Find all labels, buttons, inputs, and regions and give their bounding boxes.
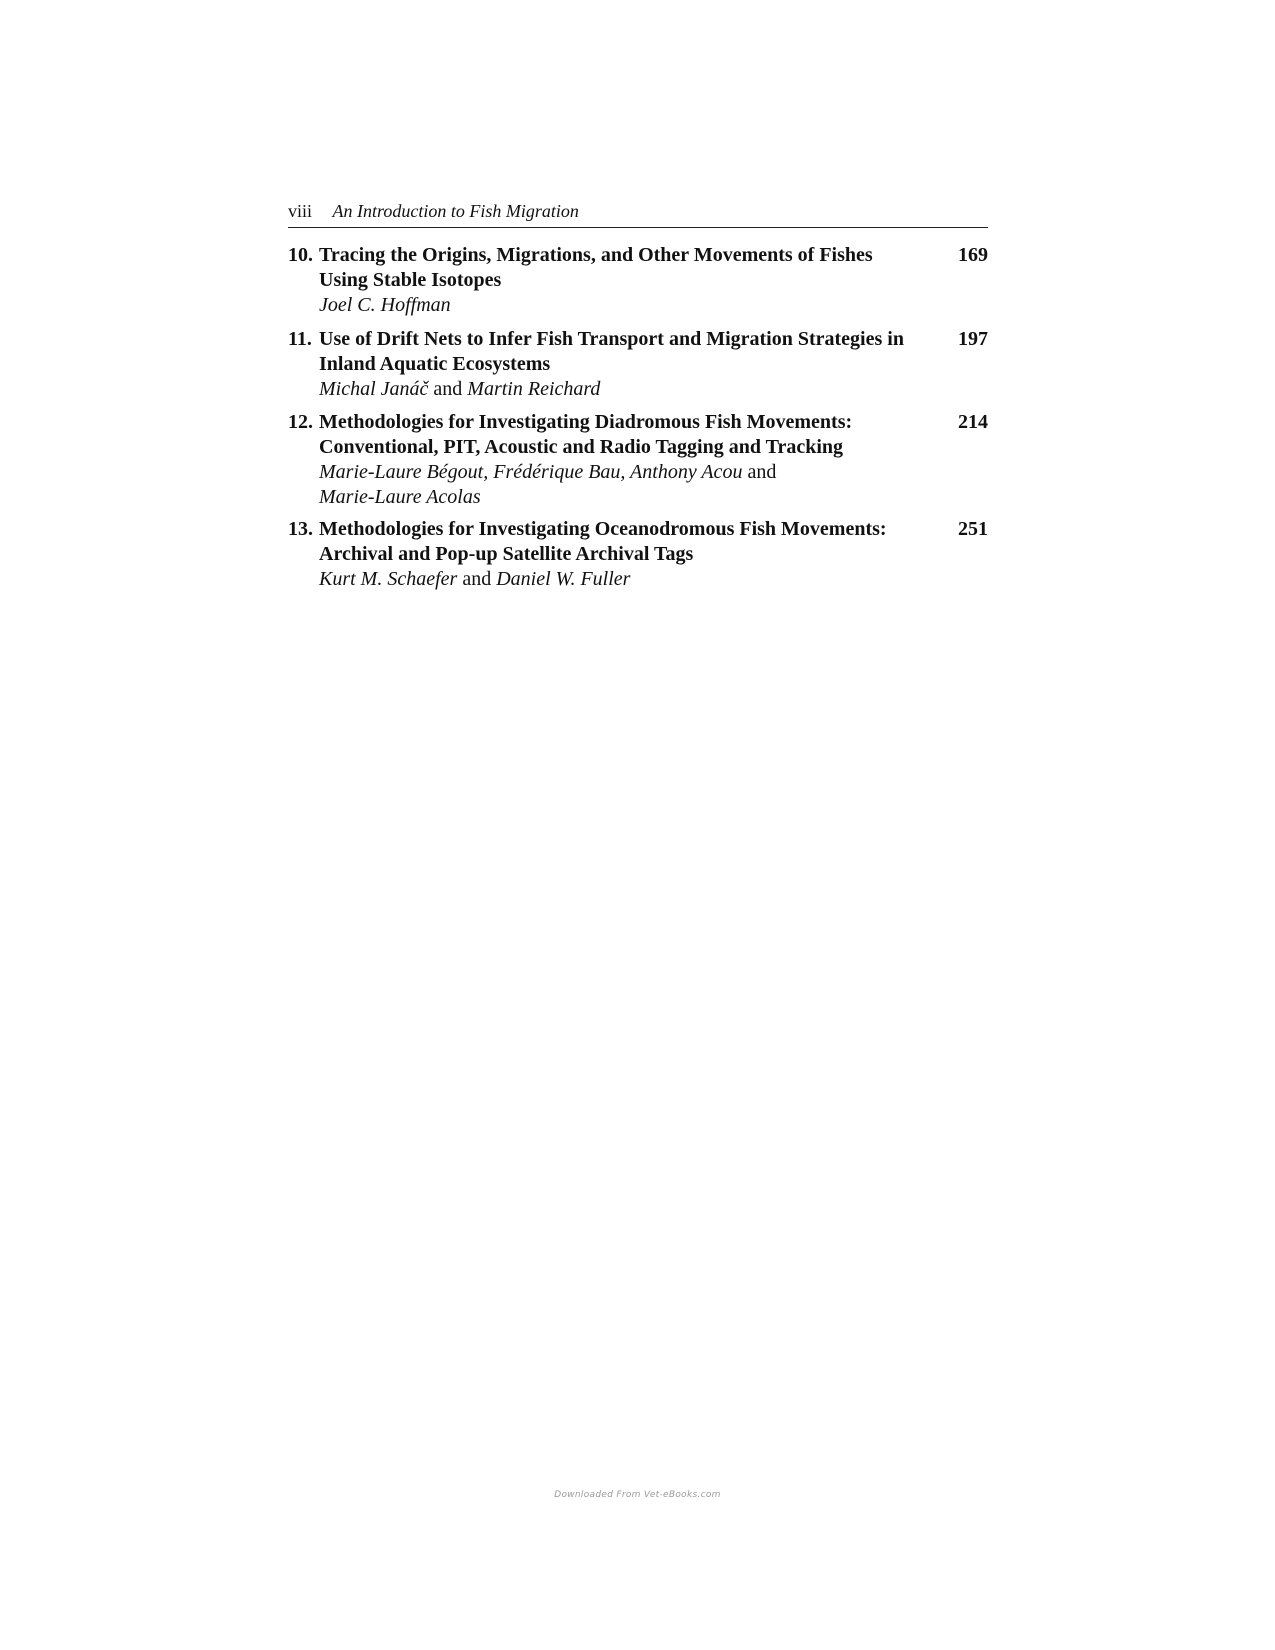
toc-entry[interactable] <box>288 410 988 510</box>
page-reference: 197 <box>958 328 988 350</box>
toc-entry[interactable] <box>288 517 988 592</box>
chapter-number: 11. <box>288 328 312 350</box>
chapter-number: 12. <box>288 411 313 433</box>
author-name: Michal Janáč <box>319 378 429 400</box>
page-reference: 251 <box>958 518 988 540</box>
chapter-title-line: Conventional, PIT, Acoustic and Radio Tagging and Tracking <box>319 436 844 458</box>
chapter-authors-line <box>319 293 939 318</box>
chapter-authors-line <box>319 377 939 402</box>
toc-entry[interactable] <box>288 243 988 318</box>
page-number: viii <box>288 201 313 221</box>
watermark: Downloaded From Vet-eBooks.com <box>554 1490 721 1500</box>
author-name: Martin Reichard <box>467 378 601 400</box>
chapter-authors-line <box>319 485 939 510</box>
chapter-title-line: Archival and Pop-up Satellite Archival Tags <box>319 543 694 565</box>
chapter-authors-line <box>319 460 939 485</box>
chapter-number: 13. <box>288 518 313 540</box>
toc-entry[interactable] <box>288 327 988 402</box>
running-title: An Introduction to Fish Migration <box>332 201 579 221</box>
running-header <box>288 200 988 228</box>
chapter-title-line: Use of Drift Nets to Infer Fish Transport and Migration Strategies in <box>319 328 904 350</box>
chapter-title-line: Tracing the Origins, Migrations, and Other Movements of Fishes <box>319 244 873 266</box>
chapter-title-line: Methodologies for Investigating Oceanodromous Fish Movements: <box>319 518 887 540</box>
chapter-authors-line <box>319 567 939 592</box>
entry-body <box>319 517 939 592</box>
author-name: Marie-Laure Bégout, Frédérique Bau, Anthony Acou <box>319 461 743 483</box>
chapter-title-line: Methodologies for Investigating Diadromous Fish Movements: <box>319 411 853 433</box>
chapter-number: 10. <box>288 244 313 266</box>
author-conjunction: and <box>428 378 468 400</box>
chapter-title-line: Inland Aquatic Ecosystems <box>319 353 551 375</box>
entry-body <box>319 327 939 402</box>
author-name: Joel C. Hoffman <box>319 294 451 316</box>
chapter-title-line: Using Stable Isotopes <box>319 269 502 291</box>
author-conjunction: and <box>457 568 497 590</box>
author-conjunction: and <box>742 461 777 483</box>
author-name: Daniel W. Fuller <box>496 568 631 590</box>
page-reference: 214 <box>958 411 988 433</box>
author-name: Kurt M. Schaefer <box>319 568 458 590</box>
page-reference: 169 <box>958 244 988 266</box>
author-name: Marie-Laure Acolas <box>319 486 481 508</box>
entry-body <box>319 243 939 318</box>
entry-body <box>319 410 939 510</box>
